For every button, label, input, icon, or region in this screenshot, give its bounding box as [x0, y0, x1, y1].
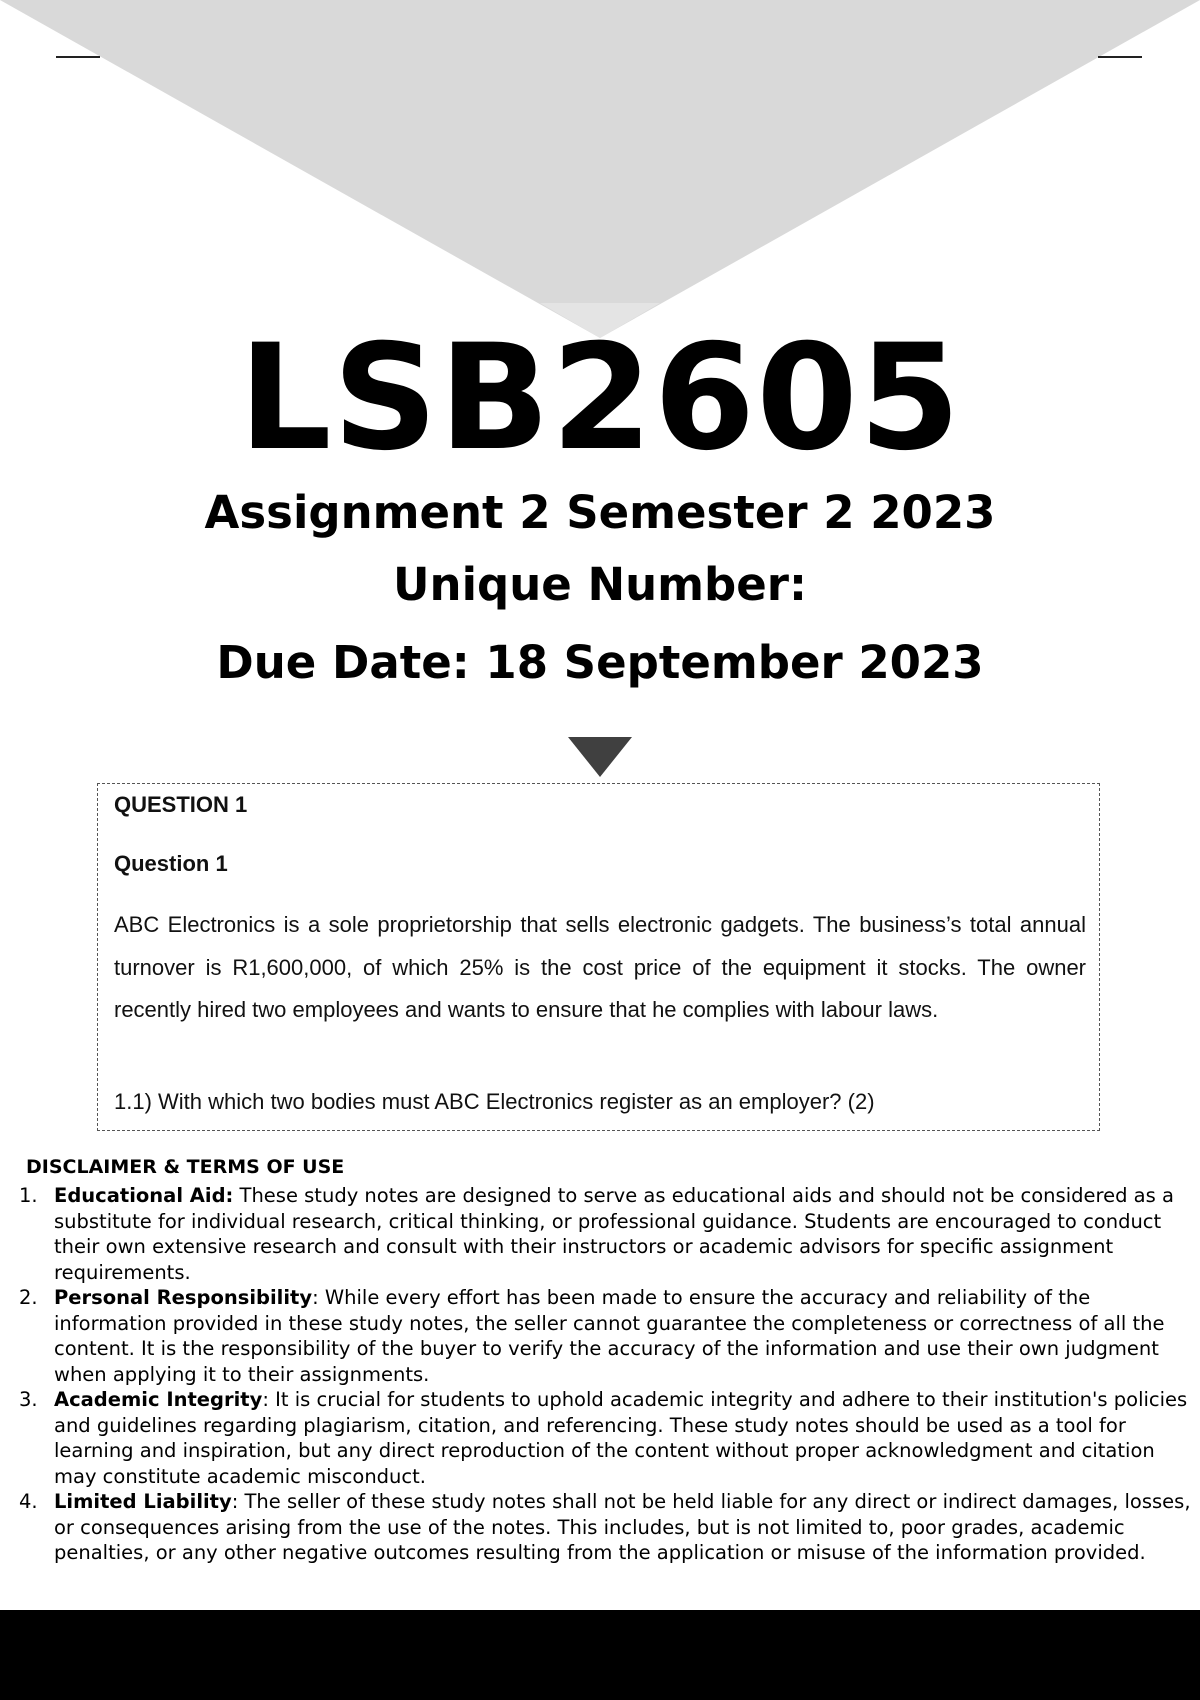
- due-date-line: Due Date: 18 September 2023: [216, 636, 984, 689]
- corner-line-left: [56, 56, 100, 58]
- disclaimer-item-number: 1.: [19, 1184, 38, 1207]
- unique-number-line: Unique Number:: [393, 558, 807, 611]
- disclaimer-item: [0, 1387, 1195, 1489]
- disclaimer-item-number: 3.: [19, 1388, 38, 1411]
- disclaimer-item-number: 4.: [19, 1490, 38, 1513]
- disclaimer-title: DISCLAIMER & TERMS OF USE: [26, 1156, 345, 1178]
- disclaimer-item-term: Personal Responsibility: [54, 1286, 313, 1309]
- question-heading: Question 1: [114, 851, 228, 876]
- disclaimer-item-text: : While every effort has been made to ensure the accuracy and reliability of the information provided in these study notes, the seller cannot guarantee the completeness or correctness of all the content. It is the responsibility of the buyer to verify the accuracy of the information and use their own judgment when applying it to their assignments.: [54, 1286, 1165, 1386]
- sub-question: 1.1) With which two bodies must ABC Electronics register as an employer? (2): [114, 1089, 875, 1114]
- header-banner-shape: [0, 0, 1200, 340]
- disclaimer-item-text: These study notes are designed to serve as educational aids and should not be considered as a substitute for individual research, critical thinking, or professional guidance. Students are encouraged to conduct their own extensive research and consult with their instructors or academic advisors for specific assignment requirements.: [54, 1184, 1174, 1284]
- question-scenario: ABC Electronics is a sole proprietorship that sells electronic gadgets. The business’s total annual turnover is R1,600,000, of which 25% is the cost price of the equipment it stocks. The owner recently hired two employees and wants to ensure that he complies with labour laws.: [114, 912, 1086, 1022]
- assignment-line: Assignment 2 Semester 2 2023: [204, 486, 996, 539]
- disclaimer-item-text: : It is crucial for students to uphold academic integrity and adhere to their institution's policies and guidelines regarding plagiarism, citation, and referencing. These study notes should be used as a tool for learning and inspiration, but any direct reproduction of the content without proper acknowledgment and citation may constitute academic misconduct.: [54, 1388, 1188, 1488]
- question-box: [97, 783, 1100, 1131]
- course-code: LSB2605: [238, 313, 962, 483]
- disclaimer-item-term: Academic Integrity: [54, 1388, 263, 1411]
- disclaimer-item-text: : The seller of these study notes shall not be held liable for any direct or indirect damages, losses, or consequences arising from the use of the notes. This includes, but is not limited to, poor grades, academic penalties, or any other negative outcomes resulting from the application or misuse of the information provided.: [54, 1490, 1191, 1564]
- disclaimer-list: [0, 1183, 1195, 1566]
- disclaimer-item-term: Educational Aid:: [54, 1184, 234, 1207]
- disclaimer-item: [0, 1489, 1195, 1566]
- disclaimer-item: [0, 1285, 1195, 1387]
- corner-line-right: [1098, 56, 1142, 58]
- disclaimer-item-number: 2.: [19, 1286, 38, 1309]
- down-arrow-icon: [568, 737, 632, 777]
- disclaimer-item-term: Limited Liability: [54, 1490, 232, 1513]
- question-heading-upper: QUESTION 1: [114, 792, 248, 817]
- disclaimer-item: [0, 1183, 1195, 1285]
- bottom-bar: [0, 1610, 1200, 1700]
